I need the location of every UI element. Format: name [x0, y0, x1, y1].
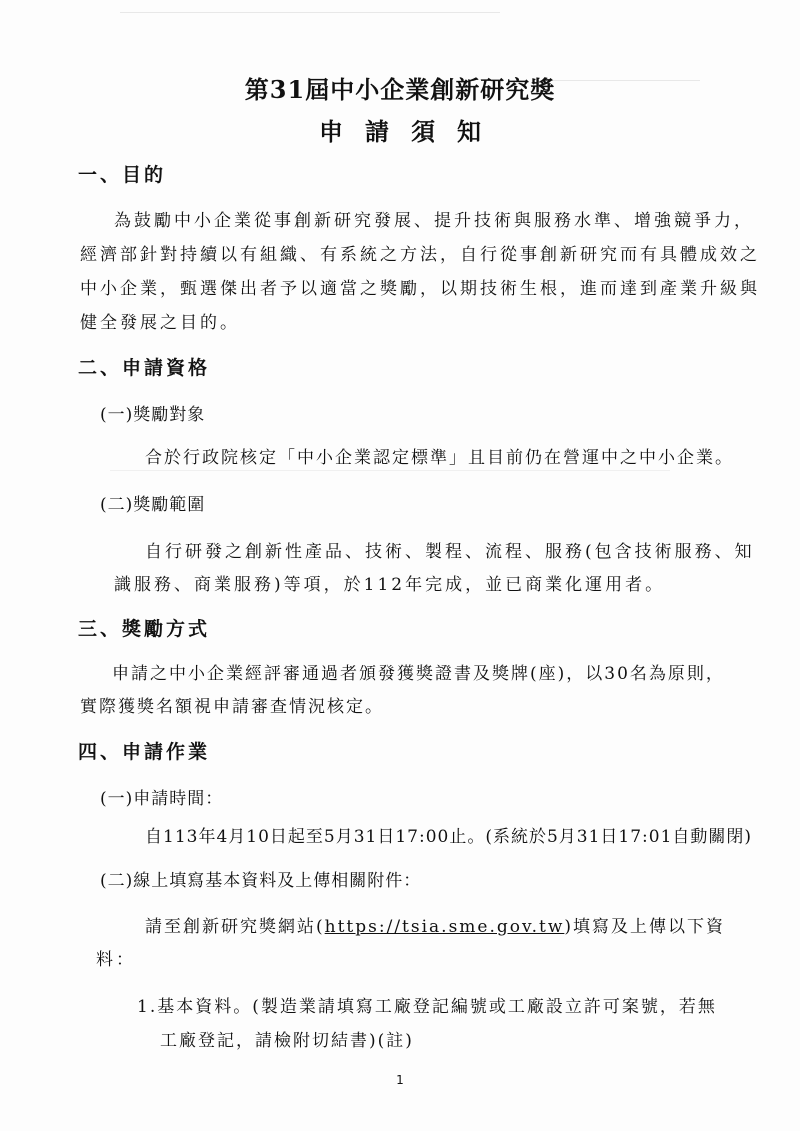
document-subtitle: 申請須知: [319, 117, 503, 146]
website-link[interactable]: https://tsia.sme.gov.tw: [324, 917, 565, 937]
paragraph-line: 識服務、商業服務)等項，於112年完成，並已商業化運用者。: [114, 575, 666, 595]
list-item: 1.基本資料。(製造業請填寫工廠登記編號或工廠設立許可案號，若無: [137, 997, 717, 1017]
page-number: 1: [396, 1073, 404, 1087]
document-title: 第31屆中小企業創新研究獎: [244, 75, 556, 104]
scan-artifact: [110, 470, 670, 471]
paragraph-line: [145, 912, 725, 937]
paragraph-line: 經濟部針對持續以有組織、有系統之方法，自行從事創新研究而有具體成效之: [80, 245, 760, 265]
subsection-label: (一)申請時間：: [100, 789, 224, 809]
subsection-label: (二)線上填寫基本資料及上傳相關附件：: [100, 871, 422, 891]
scan-artifact: [120, 12, 500, 13]
section-heading-eligibility: 二、申請資格: [78, 357, 211, 379]
paragraph-line: 中小企業，甄選傑出者予以適當之獎勵，以期技術生根，進而達到產業升級與: [80, 279, 760, 299]
text-segment: 請至創新研究獎網站(: [145, 917, 325, 937]
paragraph-line: 合於行政院核定「中小企業認定標準」且目前仍在營運中之中小企業。: [145, 448, 734, 468]
paragraph-line: 實際獲獎名額視申請審查情況核定。: [80, 697, 384, 717]
subsection-label: (二)獎勵範圍: [100, 495, 206, 515]
paragraph-line: 健全發展之目的。: [80, 313, 240, 333]
list-item-continuation: 工廠登記，請檢附切結書)(註): [160, 1031, 414, 1051]
paragraph-line: 自行研發之創新性產品、技術、製程、流程、服務(包含技術服務、知: [145, 542, 755, 562]
section-heading-purpose: 一、目的: [78, 164, 167, 186]
paragraph-line: 為鼓勵中小企業從事創新研究發展、提升技術與服務水準、增強競爭力，: [114, 211, 754, 231]
section-heading-application: 四、申請作業: [78, 741, 211, 763]
section-heading-award: 三、獎勵方式: [78, 618, 211, 640]
subsection-label: (一)獎勵對象: [100, 405, 206, 425]
text-segment: )填寫及上傳以下資: [564, 917, 726, 937]
paragraph-line: 料：: [96, 950, 136, 970]
paragraph-line: 自113年4月10日起至5月31日17:00止。(系統於5月31日17:01自動關閉): [145, 827, 753, 847]
paragraph-line: 申請之中小企業經評審通過者頒發獲獎證書及獎牌(座)，以30名為原則，: [112, 664, 725, 684]
